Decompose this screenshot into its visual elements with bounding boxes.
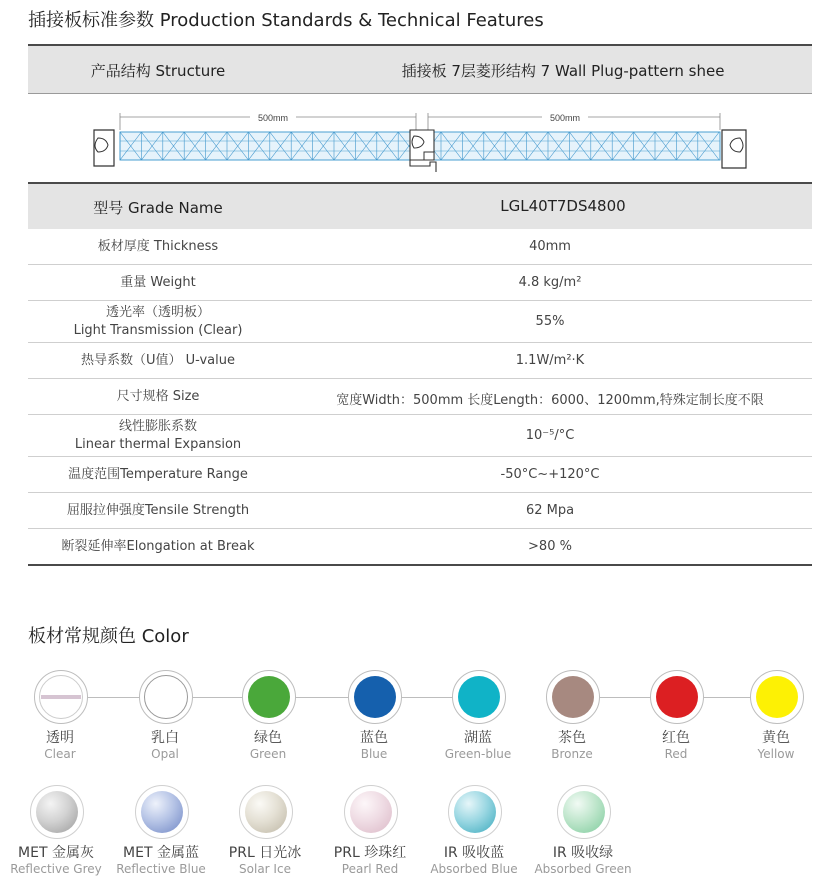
spec-row-elongation	[28, 529, 812, 565]
color-name-en: Yellow	[757, 747, 795, 761]
spec-row-size	[28, 379, 812, 415]
color-caption	[205, 842, 325, 876]
spec-value: 40mm	[529, 239, 571, 254]
spec-label: 线性膨胀系数	[118, 419, 197, 434]
dimension-left: 500mm	[257, 113, 289, 123]
table-bottom-rule	[28, 564, 812, 566]
grade-band	[28, 184, 812, 229]
swatch-reflective-grey	[30, 785, 84, 839]
color-caption	[105, 727, 225, 761]
connector-line	[294, 697, 348, 698]
spec-value: 55%	[535, 314, 565, 329]
connector-line	[192, 697, 242, 698]
swatch-red	[650, 670, 704, 724]
page-title: 插接板标准参数 Production Standards & Technical Features	[28, 10, 544, 31]
swatch-green-blue	[452, 670, 506, 724]
color-name-cn: IR 吸收绿	[552, 845, 614, 861]
swatch-absorbed-green	[557, 785, 611, 839]
color-name-en: Absorbed Blue	[430, 862, 518, 876]
color-section-title: 板材常规颜色 Color	[28, 626, 189, 647]
swatch-absorbed-blue	[448, 785, 502, 839]
connector-line	[400, 697, 454, 698]
swatch-fill	[563, 791, 605, 833]
spec-label: 重量 Weight	[120, 275, 196, 290]
color-name-en: Pearl Red	[341, 862, 399, 876]
color-caption	[310, 842, 430, 876]
color-name-en: Red	[664, 747, 688, 761]
connector-line	[86, 697, 140, 698]
spec-row-uvalue	[28, 343, 812, 379]
swatch-fill	[144, 675, 188, 719]
structure-diagram	[28, 100, 812, 178]
spec-row-tensile	[28, 493, 812, 529]
swatch-fill	[36, 791, 78, 833]
color-caption	[716, 727, 835, 761]
connector-line	[600, 697, 652, 698]
swatch-fill	[350, 791, 392, 833]
color-name-en: Solar Ice	[239, 862, 291, 876]
spec-label: 板材厚度 Thickness	[97, 239, 219, 254]
panel-cross-section	[28, 100, 812, 178]
color-name-cn: 茶色	[558, 730, 586, 746]
dimension-right: 500mm	[549, 113, 581, 123]
spec-row-weight	[28, 265, 812, 301]
grade-label: 型号 Grade Name	[93, 199, 223, 217]
spec-label-en: Light Transmission (Clear)	[73, 323, 243, 338]
color-caption	[414, 842, 534, 876]
structure-label: 产品结构 Structure	[90, 62, 226, 80]
spec-row-transmission	[28, 301, 812, 343]
color-name-cn: MET 金属灰	[18, 845, 94, 861]
swatch-fill	[248, 676, 290, 718]
color-caption	[0, 727, 120, 761]
spec-label: 断裂延伸率Elongation at Break	[61, 539, 255, 554]
color-name-cn: 红色	[662, 730, 690, 746]
spec-row-expansion	[28, 415, 812, 457]
color-name-en: Absorbed Green	[534, 862, 632, 876]
spec-label: 温度范围Temperature Range	[68, 467, 248, 482]
color-name-cn: MET 金属蓝	[123, 845, 199, 861]
spec-label: 热导系数（U值） U-value	[80, 353, 235, 368]
spec-row-thickness	[28, 229, 812, 265]
spec-value: 62 Mpa	[525, 503, 575, 518]
swatch-fill	[354, 676, 396, 718]
spec-row-temperature	[28, 457, 812, 493]
color-name-cn: PRL 珍珠红	[333, 845, 407, 861]
spec-value: 宽度Width：500mm 长度Length：6000、1200mm,特殊定制长度不限	[336, 393, 764, 408]
spec-value: -50°C~+120°C	[500, 467, 600, 482]
swatch-reflective-blue	[135, 785, 189, 839]
color-name-en: Reflective Grey	[10, 862, 102, 876]
color-name-cn: 透明	[46, 730, 74, 746]
spec-label: 尺寸规格 Size	[116, 389, 200, 404]
swatch-fill	[454, 791, 496, 833]
color-caption	[314, 727, 434, 761]
color-name-cn: 乳白	[151, 730, 179, 746]
spec-value: 1.1W/m²·K	[515, 353, 585, 368]
color-caption	[523, 842, 643, 876]
swatch-stripe	[41, 695, 81, 699]
swatch-fill	[458, 676, 500, 718]
color-caption	[512, 727, 632, 761]
spec-value: 10⁻⁵/°C	[525, 428, 575, 443]
swatch-blue	[348, 670, 402, 724]
color-name-cn: 绿色	[254, 730, 282, 746]
swatch-fill	[756, 676, 798, 718]
color-name-en: Reflective Blue	[116, 862, 206, 876]
color-name-cn: IR 吸收蓝	[443, 845, 505, 861]
swatch-fill	[656, 676, 698, 718]
swatch-bronze	[546, 670, 600, 724]
spec-value: >80 %	[528, 539, 572, 554]
color-name-cn: 黄色	[762, 730, 790, 746]
swatch-fill	[141, 791, 183, 833]
color-name-en: Opal	[151, 747, 179, 761]
swatch-pearl-red	[344, 785, 398, 839]
swatch-fill	[245, 791, 287, 833]
color-caption	[101, 842, 221, 876]
color-name-en: Bronze	[551, 747, 593, 761]
swatch-clear	[34, 670, 88, 724]
spec-label: 透光率（透明板）	[105, 305, 210, 320]
swatch-opal	[139, 670, 193, 724]
swatch-yellow	[750, 670, 804, 724]
structure-band	[28, 46, 812, 93]
color-name-cn: 蓝色	[360, 730, 388, 746]
connector-line	[704, 697, 750, 698]
color-name-cn: PRL 日光冰	[228, 845, 302, 861]
structure-value: 插接板 7层菱形结构 7 Wall Plug-pattern shee	[401, 62, 725, 80]
spec-label: 屈服拉伸强度Tensile Strength	[66, 503, 250, 518]
color-caption	[0, 842, 116, 876]
spec-label-en: Linear thermal Expansion	[74, 437, 242, 452]
color-name-en: Green-blue	[444, 747, 512, 761]
color-name-cn: 湖蓝	[464, 730, 492, 746]
swatch-green	[242, 670, 296, 724]
spec-value: 4.8 kg/m²	[518, 275, 582, 290]
swatch-solar-ice	[239, 785, 293, 839]
grade-value: LGL40T7DS4800	[500, 197, 626, 215]
structure-rule	[28, 93, 812, 94]
color-name-en: Green	[249, 747, 287, 761]
color-name-en: Clear	[44, 747, 76, 761]
color-caption	[208, 727, 328, 761]
swatch-fill	[552, 676, 594, 718]
color-name-en: Blue	[360, 747, 388, 761]
